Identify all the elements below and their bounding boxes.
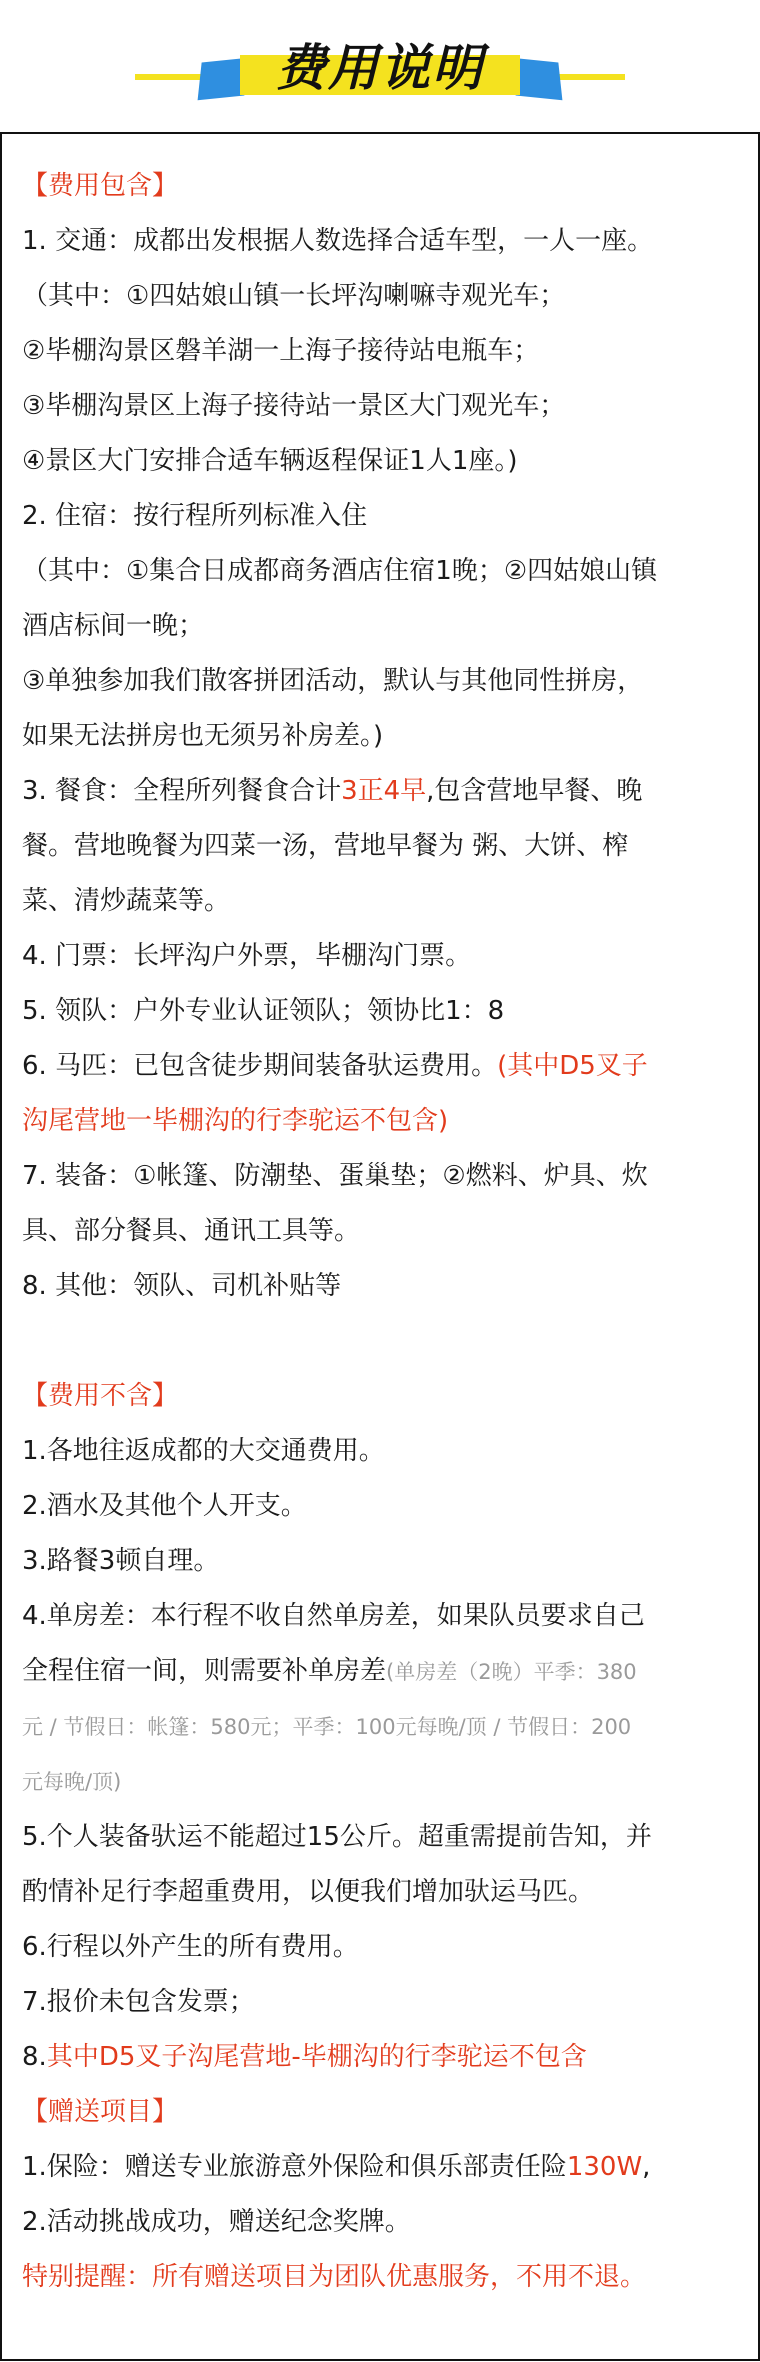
meal-count-highlight: 3正4早 (341, 776, 427, 806)
included-line: 菜、清炒蔬菜等。 (22, 886, 231, 916)
excluded-heading: 【费用不含】 (22, 1381, 179, 1411)
excluded-line: 7.报价未包含发票； (22, 1987, 255, 2017)
included-line: 酒店标间一晚； (22, 611, 205, 641)
title-banner (0, 0, 760, 130)
insurance-amount-highlight: 130W (566, 2152, 643, 2182)
excluded-line: 酌情补足行李超重费用，以便我们增加驮运马匹。 (22, 1877, 595, 1907)
excluded-line (22, 1644, 740, 1700)
included-line: 7. 装备：①帐篷、防潮垫、蛋巢垫；②燃料、炉具、炊 (22, 1161, 648, 1191)
included-heading: 【费用包含】 (22, 171, 179, 201)
excluded-line-note: 元 / 节假日：帐篷：580元；平季：100元每晚/顶 / 节假日：200 (22, 1715, 632, 1739)
single-room-text: 全程住宿一间，则需要补单房差 (22, 1656, 387, 1686)
included-line: ④景区大门安排合适车辆返程保证1人1座。) (22, 446, 518, 476)
horse-text: 6. 马匹：已包含徒步期间装备驮运费用。 (22, 1051, 498, 1081)
insurance-text: 1.保险：赠送专业旅游意外保险和俱乐部责任险 (22, 2152, 567, 2182)
horse-note-highlight: (其中D5叉子 (497, 1051, 648, 1081)
gifts-heading: 【赠送项目】 (22, 2097, 179, 2127)
excluded-line: 4.单房差：本行程不收自然单房差，如果队员要求自己 (22, 1601, 645, 1631)
included-line: 4. 门票：长坪沟户外票，毕棚沟门票。 (22, 941, 472, 971)
included-line: 餐。营地晚餐为四菜一汤，营地早餐为 粥、大饼、榨 (22, 831, 629, 861)
meal-text: 3. 餐食：全程所列餐食合计 (22, 776, 342, 806)
gift-line (22, 2140, 740, 2195)
included-line: 如果无法拼房也无须另补房差。) (22, 721, 384, 751)
excluded-line (22, 2030, 740, 2085)
excluded-line: 1.各地往返成都的大交通费用。 (22, 1436, 385, 1466)
included-line: 具、部分餐具、通讯工具等。 (22, 1216, 361, 1246)
included-line: 5. 领队：户外专业认证领队；领协比1：8 (22, 996, 505, 1026)
included-line: 1. 交通：成都出发根据人数选择合适车型，一人一座。 (22, 226, 654, 256)
gift-line: 2.活动挑战成功，赠送纪念奖牌。 (22, 2207, 411, 2237)
meal-text-end: ,包含营地早餐、晚 (426, 776, 643, 806)
excluded-line: 2.酒水及其他个人开支。 (22, 1491, 307, 1521)
included-line (22, 764, 740, 819)
special-reminder: 特别提醒：所有赠送项目为团队优惠服务，不用不退。 (22, 2262, 647, 2292)
included-line-note: 沟尾营地一毕棚沟的行李驼运不包含) (22, 1106, 449, 1136)
included-line: ②毕棚沟景区磐羊湖一上海子接待站电瓶车； (22, 336, 540, 366)
fee-description-box (0, 132, 760, 2361)
excluded-line-note: 元每晚/顶) (22, 1770, 122, 1794)
included-line: ③毕棚沟景区上海子接待站一景区大门观光车； (22, 391, 566, 421)
included-line: 8. 其他：领队、司机补贴等 (22, 1271, 342, 1301)
excluded-line: 5.个人装备驮运不能超过15公斤。超重需提前告知，并 (22, 1822, 652, 1852)
single-room-price-note: (单房差（2晚）平季：380 (386, 1660, 637, 1684)
excluded-line: 3.路餐3顿自理。 (22, 1546, 220, 1576)
included-line: 2. 住宿：按行程所列标准入住 (22, 501, 368, 531)
fee-content (22, 159, 740, 2305)
included-line: （其中：①四姑娘山镇一长坪沟喇嘛寺观光车； (22, 281, 566, 311)
included-line (22, 1039, 740, 1094)
excluded-number: 8. (22, 2042, 47, 2072)
excluded-line: 6.行程以外产生的所有费用。 (22, 1932, 359, 1962)
included-line: ③单独参加我们散客拼团活动，默认与其他同性拼房， (22, 666, 644, 696)
page-title: 费用说明 (276, 39, 484, 97)
luggage-note-highlight: 其中D5叉子沟尾营地-毕棚沟的行李驼运不包含 (46, 2042, 587, 2072)
insurance-text-end: , (642, 2152, 651, 2182)
section-gap (22, 1314, 740, 1369)
included-line: （其中：①集合日成都商务酒店住宿1晚；②四姑娘山镇 (22, 556, 658, 586)
